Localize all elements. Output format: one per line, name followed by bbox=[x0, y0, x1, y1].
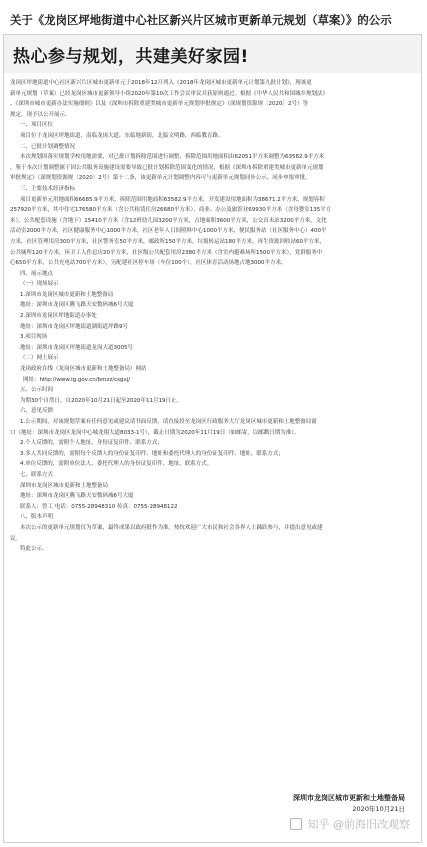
body-line: 龙岗政府在线（龙岗区城市更新和土地整备局）网站 bbox=[20, 366, 147, 373]
body-line: （二）网上展示 bbox=[20, 355, 59, 362]
body-line: ，鉴于本次计划调整属于因公共服务设施建设需要导致已批计划拆除范围变化的情况，根据《深圳市拆除重建类城市更新单元规划 bbox=[10, 164, 324, 171]
body-line: 1.公示期间，对该规划草案有任何意见或建议请书面反馈，请直接投至龙岗区行政服务大厅龙岗区城市更新和土地整备局窗 bbox=[20, 419, 317, 425]
body-line: 规定，现予以公开展示。 bbox=[10, 111, 71, 118]
signature-org: 深圳市龙岗区城市更新和土地整备局 bbox=[293, 794, 405, 802]
body-line: 为期30个自然日，自2020年10月21日起至2020年11月19日止。 bbox=[20, 397, 182, 404]
body-line: 一、项目区位 bbox=[20, 122, 54, 129]
body-line: 六、意见反馈 bbox=[20, 408, 54, 415]
body-line: 2.深圳市龙岗区坪地街道办事处 bbox=[20, 313, 97, 320]
body-line: 心650平方米，公共充电站700平方米），另配建社区停车场（车位100个），社区体育活动场地占地3000平方米。 bbox=[10, 260, 287, 267]
body-line: 1.深圳市龙岗区城市更新和土地整备局 bbox=[20, 291, 114, 298]
body-line: 项目更新单元用地面积66685.9平方米，拆除范围用地面积63582.9平方米，开发建设用地面积为38671.2平方米，规划容积 bbox=[20, 196, 325, 203]
body-line: 3.多人共同反馈的，需附每个反馈人的身份证复印件、地址和委托代理人的身份证复印件、地址、联系方式； bbox=[20, 450, 284, 457]
notice-body bbox=[10, 78, 419, 555]
headline: 热心参与规划，共建美好家园! bbox=[13, 47, 249, 67]
body-line: 四、展示地点 bbox=[20, 270, 54, 277]
body-line: 项目位于龙岗区坪地街道，南临龙岗大道，东临地新街，北临文明路，西临教育路。 bbox=[20, 132, 224, 139]
watermark bbox=[290, 816, 410, 832]
body-line: 二、已批计划调整情况 bbox=[20, 143, 76, 150]
body-line: 龙岗区坪地街道中心社区新兴片区城市更新单元于2018年12月列入《2018年龙岗区城市更新单元计划第九批计划》，现该更 bbox=[10, 80, 312, 86]
body-line: 本次公示的更新单元规划仅为草案，最终成果以政府批作为准。热忱欢迎广大市民和社会各界人士踊跃参与，并提出意见或建 bbox=[20, 524, 323, 531]
body-line: 联系人：曾工 电话：0755-28948310 传真：0755-28948122 bbox=[20, 503, 178, 510]
body-line: 议。 bbox=[10, 535, 22, 542]
zhihu-logo-icon bbox=[290, 818, 302, 830]
body-line: 公共厕所120平方米，环卫工人作息房20平方米，社区级公共配套用房2380平方米（含室内避难场所1500平方米），党群服务中 bbox=[10, 249, 323, 256]
body-line: 地址：深圳市龙岗区腾飞路天安数码城6号大厦 bbox=[20, 493, 134, 500]
body-line: 新单元规划（草案）已经龙岗区城市更新领导小组2020年第10次工作会议审议并获原则通过。根据《中华人民共和国城乡规划法》 bbox=[10, 90, 328, 97]
document-title: 关于《龙岗区坪地街道中心社区新兴片区城市更新单元规划（草案）》的公示 bbox=[10, 13, 392, 27]
body-line: 、《深圳市城市更新办法实施细则》以及《深圳市拆除重建类城市更新单元规划审批规定》（深规划资源规〔2020〕2号）等 bbox=[10, 101, 309, 108]
body-line: 4.单位反馈的，需附单位法人、委托代理人的身份证复印件、地址、联系方式。 bbox=[20, 461, 213, 468]
body-line: 地址：深圳市龙岗区坪地街道湖街道坪路9号 bbox=[20, 323, 129, 330]
body-line: 网址：http://www.lg.gov.cn/bmzz/csgxj/ bbox=[23, 376, 131, 383]
signature-date: 2020年10月21日 bbox=[352, 805, 405, 813]
body-line: 257920平方米，其中住宅176580平方米（含公共租赁住房26680平方米）、商业、办公及旅馆业69930平方米（含母婴室135平方 bbox=[10, 207, 332, 214]
body-line: 五、公示时间 bbox=[20, 387, 54, 394]
body-line: 2.个人反馈的，需附个人地址、身份证复印件、联系方式； bbox=[20, 440, 163, 447]
body-line: 地址：深圳市龙岗区坪地街道龙岗大道3005号 bbox=[20, 344, 133, 351]
body-line: 三、主要技术经济指标 bbox=[20, 185, 76, 192]
body-line: 七、联系方式 bbox=[20, 471, 54, 478]
body-line: 深圳市龙岗区城市更新和土地整备局 bbox=[20, 482, 109, 489]
body-line: （一）现场展示 bbox=[20, 281, 59, 288]
body-line: 特此公示。 bbox=[20, 546, 48, 553]
body-line: 本次规划因落实规划学校用地需要，对已批计划拆除范围进行调整，拆除范围用地面积由62051平方米调整为63582.9平方米 bbox=[20, 154, 325, 161]
body-line: 地址：深圳市龙岗区腾飞路天安数码城6号大厦 bbox=[20, 302, 134, 309]
body-line: 口（地址：深圳市龙岗区龙岗中心城龙翔大道8033-1号），截止日期为2020年11月19日（如邮寄，以邮戳日期为准）。 bbox=[10, 429, 300, 436]
watermark-text: 知乎 @前海旧改观察 bbox=[307, 818, 410, 831]
body-line: 审批规定》（深规划资源规〔2020〕2号）第十二条，该更新单元计划调整内容可与更新单元规划同步公示、同步申报审批。 bbox=[10, 175, 311, 182]
signature-block bbox=[293, 793, 405, 815]
body-line: 米），公共配套设施（含地下）15410平方米（含12班幼儿园3200平方米，占地面积3600平方米，公交首末站3200平方米，文化 bbox=[10, 217, 327, 224]
body-line: 3.项目现场 bbox=[20, 334, 48, 341]
body-line: 八、版本声明 bbox=[20, 514, 54, 521]
body-line: 活动室2000平方米，社区健康服务中心1000平方米，社区老年人日间照料中心1000平方米，便民服务站（社区服务中心）400平 bbox=[10, 228, 327, 235]
body-line: 方米，社区管理用房300平方米，社区警务室50平方米，邮政所150平方米，垃圾转运站180平方米，再生资源回收站60平方米， bbox=[10, 238, 325, 245]
